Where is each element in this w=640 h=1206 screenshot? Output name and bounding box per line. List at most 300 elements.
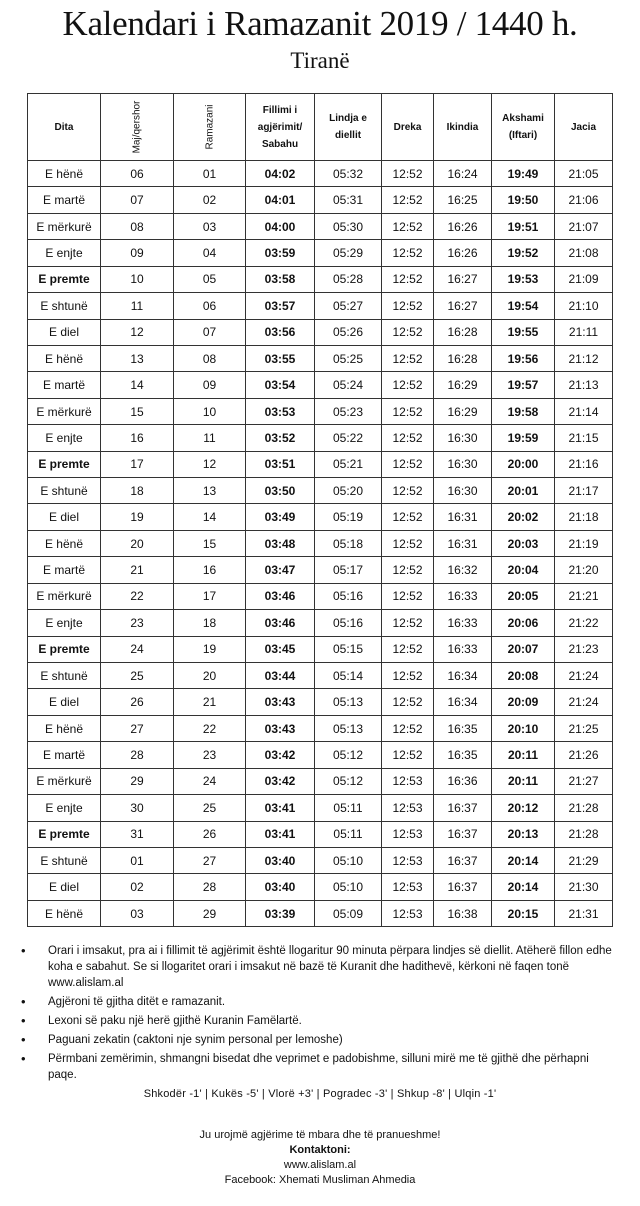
cell-dhuhr: 12:53 [382, 821, 434, 847]
table-row [28, 742, 613, 768]
header-date-label: Maj/qershor [131, 100, 143, 154]
cell-date: 28 [101, 742, 174, 768]
cell-fajr: 03:43 [246, 715, 315, 741]
header-date [101, 94, 174, 161]
cell-asr: 16:34 [434, 663, 492, 689]
cell-isha: 21:29 [555, 847, 613, 873]
cell-isha: 21:18 [555, 504, 613, 530]
cell-isha: 21:13 [555, 372, 613, 398]
cell-maghrib: 20:13 [492, 821, 555, 847]
footer [0, 1128, 640, 1188]
table-row [28, 504, 613, 530]
footer-website-link[interactable]: www.alislam.al [283, 1159, 357, 1171]
cell-day: E shtunë [28, 293, 101, 319]
cell-ramadan-day: 28 [174, 874, 246, 900]
cell-day: E enjte [28, 795, 101, 821]
cell-asr: 16:36 [434, 768, 492, 794]
header-sunrise-line2: diellit [334, 130, 362, 141]
cell-asr: 16:31 [434, 530, 492, 556]
footer-wish: Ju urojmë agjërime të mbara dhe të pranueshme! [199, 1129, 441, 1141]
cell-sunrise: 05:20 [315, 478, 382, 504]
cell-sunrise: 05:11 [315, 821, 382, 847]
header-maghrib [492, 94, 555, 161]
cell-sunrise: 05:12 [315, 742, 382, 768]
cell-maghrib: 19:58 [492, 398, 555, 424]
cell-day: E mërkurë [28, 768, 101, 794]
header-fajr-line1: Fillimi i [262, 104, 298, 116]
cell-dhuhr: 12:53 [382, 900, 434, 926]
table-row [28, 187, 613, 213]
cell-day: E shtunë [28, 478, 101, 504]
cell-sunrise: 05:16 [315, 583, 382, 609]
cell-sunrise: 05:10 [315, 847, 382, 873]
cell-dhuhr: 12:52 [382, 293, 434, 319]
cell-dhuhr: 12:53 [382, 874, 434, 900]
cell-isha: 21:19 [555, 530, 613, 556]
cell-asr: 16:37 [434, 795, 492, 821]
cell-ramadan-day: 19 [174, 636, 246, 662]
cell-dhuhr: 12:53 [382, 847, 434, 873]
cell-dhuhr: 12:52 [382, 266, 434, 292]
cell-sunrise: 05:23 [315, 398, 382, 424]
cell-fajr: 03:46 [246, 610, 315, 636]
cell-maghrib: 20:14 [492, 874, 555, 900]
header-ramadan-day [174, 94, 246, 161]
cell-maghrib: 20:05 [492, 583, 555, 609]
cell-maghrib: 20:07 [492, 636, 555, 662]
table-row [28, 213, 613, 239]
cell-isha: 21:27 [555, 768, 613, 794]
table-row [28, 583, 613, 609]
table-row [28, 768, 613, 794]
cell-asr: 16:30 [434, 425, 492, 451]
cell-sunrise: 05:10 [315, 874, 382, 900]
cell-maghrib: 19:53 [492, 266, 555, 292]
cell-day: E diel [28, 319, 101, 345]
table-row [28, 266, 613, 292]
cell-ramadan-day: 15 [174, 530, 246, 556]
header-maghrib-line1: Akshami [502, 113, 544, 124]
cell-asr: 16:30 [434, 451, 492, 477]
cell-day: E hënë [28, 900, 101, 926]
cell-fajr: 03:43 [246, 689, 315, 715]
cell-sunrise: 05:13 [315, 715, 382, 741]
cell-date: 27 [101, 715, 174, 741]
cell-ramadan-day: 09 [174, 372, 246, 398]
cell-day: E diel [28, 874, 101, 900]
ramadan-timetable [27, 93, 613, 927]
cell-sunrise: 05:21 [315, 451, 382, 477]
cell-day: E mërkurë [28, 583, 101, 609]
cell-day: E diel [28, 689, 101, 715]
cell-asr: 16:27 [434, 266, 492, 292]
cell-sunrise: 05:32 [315, 161, 382, 187]
cell-ramadan-day: 08 [174, 345, 246, 371]
cell-fajr: 03:56 [246, 319, 315, 345]
cell-dhuhr: 12:52 [382, 187, 434, 213]
cell-day: E enjte [28, 425, 101, 451]
cell-sunrise: 05:30 [315, 213, 382, 239]
cell-isha: 21:20 [555, 557, 613, 583]
cell-date: 25 [101, 663, 174, 689]
cell-fajr: 03:47 [246, 557, 315, 583]
cell-fajr: 03:59 [246, 240, 315, 266]
cell-maghrib: 20:01 [492, 478, 555, 504]
cell-date: 12 [101, 319, 174, 345]
cell-date: 31 [101, 821, 174, 847]
cell-maghrib: 20:15 [492, 900, 555, 926]
note-item: • Lexoni së paku një herë gjithë Kuranin Famëlartë. [20, 1013, 620, 1029]
cell-date: 01 [101, 847, 174, 873]
cell-date: 30 [101, 795, 174, 821]
cell-fajr: 03:41 [246, 795, 315, 821]
cell-fajr: 03:39 [246, 900, 315, 926]
cell-date: 21 [101, 557, 174, 583]
cell-isha: 21:24 [555, 689, 613, 715]
cell-isha: 21:16 [555, 451, 613, 477]
cell-dhuhr: 12:52 [382, 478, 434, 504]
cell-sunrise: 05:14 [315, 663, 382, 689]
cell-dhuhr: 12:52 [382, 451, 434, 477]
cell-date: 13 [101, 345, 174, 371]
cell-isha: 21:31 [555, 900, 613, 926]
header-dhuhr: Dreka [382, 94, 434, 161]
cell-date: 03 [101, 900, 174, 926]
cell-asr: 16:33 [434, 583, 492, 609]
cell-fajr: 03:48 [246, 530, 315, 556]
note-item: • Orari i imsakut, pra ai i fillimit të agjërimit është llogaritur 90 minuta përpara lindjes së diellit. Atëherë fillon edhe koha e sabahut. Se si llogaritet orari i imsakut në bazë të Kuranit dhe hadithevë, kërkoni në faqen tonë www.alislam.al [20, 943, 620, 991]
cell-dhuhr: 12:52 [382, 425, 434, 451]
cell-sunrise: 05:17 [315, 557, 382, 583]
cell-fajr: 03:42 [246, 768, 315, 794]
cell-date: 15 [101, 398, 174, 424]
cell-date: 16 [101, 425, 174, 451]
cell-asr: 16:37 [434, 874, 492, 900]
city-subtitle: Tiranë [290, 48, 350, 73]
header-fajr-line3: Sabahu [261, 138, 299, 150]
cell-sunrise: 05:13 [315, 689, 382, 715]
table-row [28, 795, 613, 821]
cell-ramadan-day: 05 [174, 266, 246, 292]
timetable-body [28, 161, 613, 927]
header-sunrise-line1: Lindja e [329, 113, 367, 124]
cell-ramadan-day: 25 [174, 795, 246, 821]
cell-sunrise: 05:19 [315, 504, 382, 530]
cell-sunrise: 05:26 [315, 319, 382, 345]
header-sunrise [315, 94, 382, 161]
table-row [28, 398, 613, 424]
cell-ramadan-day: 06 [174, 293, 246, 319]
cell-sunrise: 05:25 [315, 345, 382, 371]
cell-date: 07 [101, 187, 174, 213]
cell-day: E shtunë [28, 847, 101, 873]
cell-day: E premte [28, 266, 101, 292]
header-ramadan-label: Ramazani [204, 104, 215, 150]
cell-isha: 21:24 [555, 663, 613, 689]
cell-asr: 16:24 [434, 161, 492, 187]
cell-dhuhr: 12:52 [382, 240, 434, 266]
cell-maghrib: 20:08 [492, 663, 555, 689]
cell-dhuhr: 12:52 [382, 345, 434, 371]
cell-asr: 16:28 [434, 319, 492, 345]
cell-fajr: 03:53 [246, 398, 315, 424]
cell-date: 11 [101, 293, 174, 319]
cell-maghrib: 19:50 [492, 187, 555, 213]
cell-ramadan-day: 03 [174, 213, 246, 239]
cell-ramadan-day: 18 [174, 610, 246, 636]
cell-fajr: 03:58 [246, 266, 315, 292]
cell-asr: 16:25 [434, 187, 492, 213]
cell-asr: 16:37 [434, 847, 492, 873]
cell-maghrib: 19:51 [492, 213, 555, 239]
table-row [28, 161, 613, 187]
cell-asr: 16:35 [434, 715, 492, 741]
cell-date: 19 [101, 504, 174, 530]
cell-day: E diel [28, 504, 101, 530]
cell-maghrib: 19:54 [492, 293, 555, 319]
cell-ramadan-day: 07 [174, 319, 246, 345]
table-row [28, 900, 613, 926]
cell-fajr: 03:57 [246, 293, 315, 319]
cell-ramadan-day: 22 [174, 715, 246, 741]
cell-asr: 16:31 [434, 504, 492, 530]
cell-sunrise: 05:15 [315, 636, 382, 662]
cell-ramadan-day: 04 [174, 240, 246, 266]
table-row [28, 530, 613, 556]
cell-date: 20 [101, 530, 174, 556]
cell-maghrib: 20:11 [492, 742, 555, 768]
page-title: Kalendari i Ramazanit 2019 / 1440 h. [62, 4, 578, 43]
table-row [28, 557, 613, 583]
cell-ramadan-day: 16 [174, 557, 246, 583]
table-row [28, 663, 613, 689]
table-row [28, 610, 613, 636]
cell-dhuhr: 12:52 [382, 504, 434, 530]
note-item: • Agjëroni të gjitha ditët e ramazanit. [20, 994, 620, 1010]
cell-fajr: 04:00 [246, 213, 315, 239]
cell-dhuhr: 12:53 [382, 768, 434, 794]
cell-ramadan-day: 24 [174, 768, 246, 794]
cell-date: 08 [101, 213, 174, 239]
cell-isha: 21:07 [555, 213, 613, 239]
cell-asr: 16:34 [434, 689, 492, 715]
cell-date: 02 [101, 874, 174, 900]
table-row [28, 715, 613, 741]
note-item: • Paguani zekatin (caktoni nje synim personal per lemoshe) [20, 1032, 620, 1048]
cell-maghrib: 20:14 [492, 847, 555, 873]
cell-fajr: 03:45 [246, 636, 315, 662]
cell-sunrise: 05:09 [315, 900, 382, 926]
cell-ramadan-day: 26 [174, 821, 246, 847]
cell-ramadan-day: 29 [174, 900, 246, 926]
cell-asr: 16:35 [434, 742, 492, 768]
footer-contact-label: Kontaktoni: [289, 1144, 351, 1156]
table-row [28, 240, 613, 266]
table-row [28, 293, 613, 319]
cell-ramadan-day: 20 [174, 663, 246, 689]
table-row [28, 689, 613, 715]
cell-isha: 21:22 [555, 610, 613, 636]
cell-isha: 21:15 [555, 425, 613, 451]
cell-isha: 21:06 [555, 187, 613, 213]
cell-date: 18 [101, 478, 174, 504]
cell-dhuhr: 12:52 [382, 636, 434, 662]
cell-isha: 21:10 [555, 293, 613, 319]
header-fajr [246, 94, 315, 161]
cell-fajr: 03:46 [246, 583, 315, 609]
cell-sunrise: 05:12 [315, 768, 382, 794]
cell-fajr: 03:55 [246, 345, 315, 371]
cell-date: 17 [101, 451, 174, 477]
cell-day: E enjte [28, 610, 101, 636]
cell-day: E mërkurë [28, 213, 101, 239]
cell-day: E shtunë [28, 663, 101, 689]
cell-day: E martë [28, 742, 101, 768]
cell-isha: 21:25 [555, 715, 613, 741]
table-row [28, 874, 613, 900]
cell-date: 06 [101, 161, 174, 187]
cell-date: 14 [101, 372, 174, 398]
cell-day: E premte [28, 821, 101, 847]
cell-ramadan-day: 27 [174, 847, 246, 873]
cell-dhuhr: 12:52 [382, 319, 434, 345]
header-row [28, 94, 613, 161]
cell-ramadan-day: 23 [174, 742, 246, 768]
cell-dhuhr: 12:52 [382, 742, 434, 768]
city-offsets: Shkodër -1' | Kukës -5' | Vlorë +3' | Pogradec -3' | Shkup -8' | Ulqin -1' [143, 1088, 497, 1100]
table-row [28, 372, 613, 398]
cell-fajr: 03:44 [246, 663, 315, 689]
cell-asr: 16:38 [434, 900, 492, 926]
cell-fajr: 03:51 [246, 451, 315, 477]
cell-dhuhr: 12:52 [382, 530, 434, 556]
cell-date: 23 [101, 610, 174, 636]
cell-day: E martë [28, 372, 101, 398]
cell-maghrib: 19:52 [492, 240, 555, 266]
cell-asr: 16:32 [434, 557, 492, 583]
cell-asr: 16:30 [434, 478, 492, 504]
cell-sunrise: 05:29 [315, 240, 382, 266]
cell-maghrib: 20:12 [492, 795, 555, 821]
cell-maghrib: 19:49 [492, 161, 555, 187]
cell-maghrib: 20:03 [492, 530, 555, 556]
cell-dhuhr: 12:52 [382, 398, 434, 424]
table-row [28, 425, 613, 451]
cell-isha: 21:26 [555, 742, 613, 768]
footer-facebook: Facebook: Xhemati Musliman Ahmedia [224, 1174, 416, 1186]
cell-sunrise: 05:16 [315, 610, 382, 636]
cell-date: 10 [101, 266, 174, 292]
cell-asr: 16:33 [434, 610, 492, 636]
cell-maghrib: 20:02 [492, 504, 555, 530]
cell-fajr: 04:01 [246, 187, 315, 213]
cell-sunrise: 05:22 [315, 425, 382, 451]
cell-day: E premte [28, 451, 101, 477]
cell-date: 29 [101, 768, 174, 794]
cell-fajr: 03:40 [246, 874, 315, 900]
cell-ramadan-day: 10 [174, 398, 246, 424]
cell-maghrib: 19:55 [492, 319, 555, 345]
cell-day: E premte [28, 636, 101, 662]
cell-ramadan-day: 17 [174, 583, 246, 609]
cell-isha: 21:11 [555, 319, 613, 345]
table-row [28, 451, 613, 477]
table-row [28, 345, 613, 371]
cell-asr: 16:29 [434, 372, 492, 398]
cell-day: E hënë [28, 715, 101, 741]
table-row [28, 478, 613, 504]
cell-date: 09 [101, 240, 174, 266]
cell-dhuhr: 12:52 [382, 715, 434, 741]
cell-asr: 16:27 [434, 293, 492, 319]
cell-sunrise: 05:31 [315, 187, 382, 213]
cell-maghrib: 20:04 [492, 557, 555, 583]
cell-maghrib: 20:00 [492, 451, 555, 477]
cell-date: 26 [101, 689, 174, 715]
cell-dhuhr: 12:52 [382, 557, 434, 583]
cell-isha: 21:12 [555, 345, 613, 371]
cell-maghrib: 20:10 [492, 715, 555, 741]
note-item: • Përmbani zemërimin, shmangni bisedat dhe veprimet e padobishme, silluni mirë me të gjithë dhe përhapni paqe. [20, 1051, 620, 1083]
cell-day: E enjte [28, 240, 101, 266]
cell-sunrise: 05:18 [315, 530, 382, 556]
cell-asr: 16:28 [434, 345, 492, 371]
table-row [28, 847, 613, 873]
cell-ramadan-day: 21 [174, 689, 246, 715]
cell-isha: 21:28 [555, 795, 613, 821]
header-asr: Ikindia [434, 94, 492, 161]
cell-maghrib: 20:11 [492, 768, 555, 794]
cell-ramadan-day: 12 [174, 451, 246, 477]
cell-isha: 21:23 [555, 636, 613, 662]
cell-asr: 16:33 [434, 636, 492, 662]
cell-fajr: 03:49 [246, 504, 315, 530]
cell-ramadan-day: 02 [174, 187, 246, 213]
cell-dhuhr: 12:53 [382, 795, 434, 821]
cell-maghrib: 20:06 [492, 610, 555, 636]
cell-dhuhr: 12:52 [382, 663, 434, 689]
cell-fajr: 03:50 [246, 478, 315, 504]
cell-date: 24 [101, 636, 174, 662]
cell-isha: 21:09 [555, 266, 613, 292]
cell-sunrise: 05:11 [315, 795, 382, 821]
cell-dhuhr: 12:52 [382, 689, 434, 715]
cell-day: E martë [28, 557, 101, 583]
cell-sunrise: 05:24 [315, 372, 382, 398]
cell-fajr: 03:52 [246, 425, 315, 451]
cell-fajr: 03:54 [246, 372, 315, 398]
cell-asr: 16:26 [434, 240, 492, 266]
cell-isha: 21:21 [555, 583, 613, 609]
table-row [28, 821, 613, 847]
cell-sunrise: 05:28 [315, 266, 382, 292]
cell-day: E martë [28, 187, 101, 213]
header-fajr-line2: agjërimit/ [257, 121, 303, 133]
cell-sunrise: 05:27 [315, 293, 382, 319]
cell-asr: 16:26 [434, 213, 492, 239]
table-row [28, 319, 613, 345]
header-day: Dita [28, 94, 101, 161]
cell-day: E hënë [28, 345, 101, 371]
cell-dhuhr: 12:52 [382, 161, 434, 187]
cell-asr: 16:37 [434, 821, 492, 847]
table-row [28, 636, 613, 662]
cell-dhuhr: 12:52 [382, 583, 434, 609]
cell-fajr: 04:02 [246, 161, 315, 187]
cell-maghrib: 20:09 [492, 689, 555, 715]
cell-ramadan-day: 13 [174, 478, 246, 504]
cell-fajr: 03:40 [246, 847, 315, 873]
